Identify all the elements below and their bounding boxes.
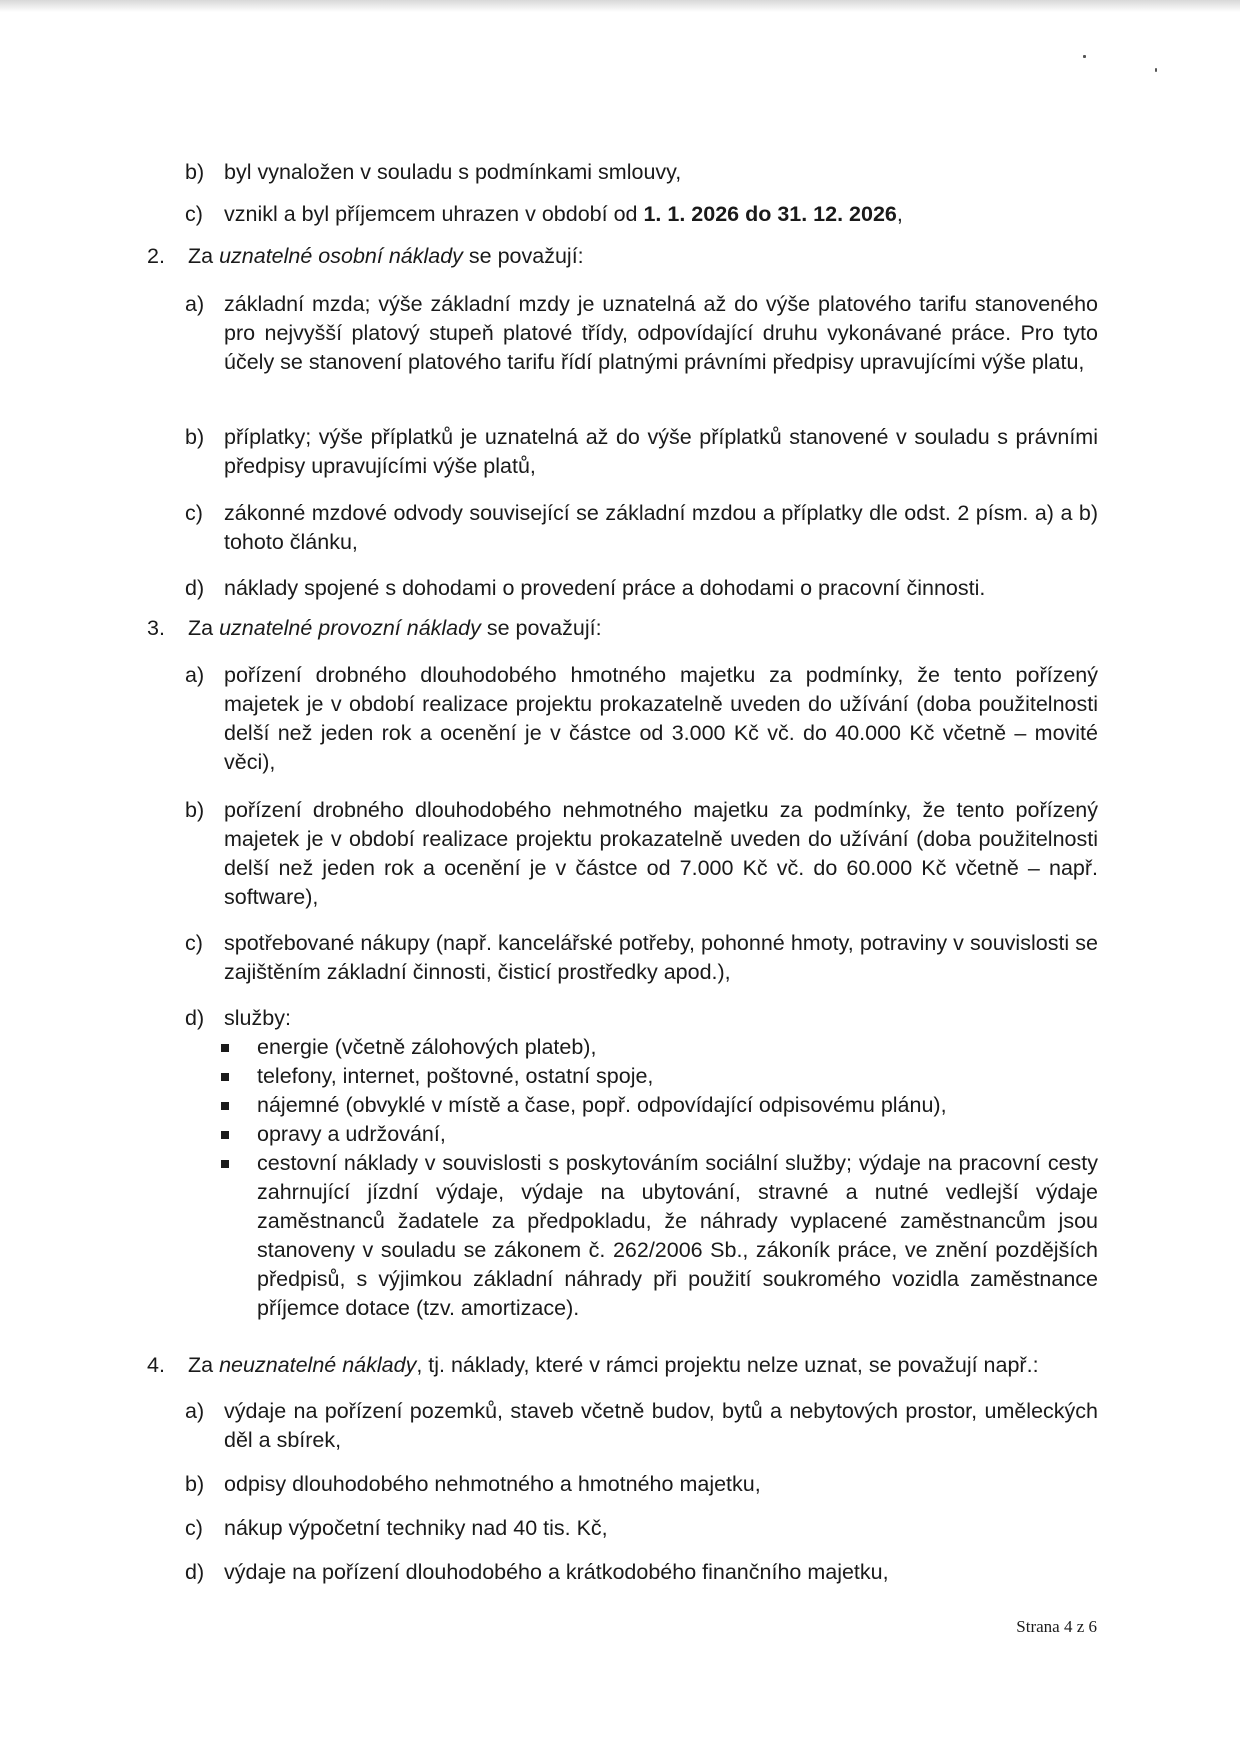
square-bullet-icon	[221, 1160, 229, 1168]
item-text: výdaje na pořízení dlouhodobého a krátkodobého finančního majetku,	[224, 1560, 889, 1584]
item-text: nákup výpočetní techniky nad 40 tis. Kč,	[224, 1516, 608, 1540]
item-text: spotřebované nákupy (např. kancelářské potřeby, pohonné hmoty, potraviny v souvislosti se zajištěním základní činnosti, čisticí prostředky apod.),	[224, 931, 1098, 984]
item-label: d)	[185, 1560, 205, 1584]
item-text	[224, 200, 1098, 229]
section-number: 2.	[147, 244, 165, 268]
item-text: základní mzda; výše základní mzdy je uznatelná až do výše platového tarifu stanoveného pro nejvyšší platový stupeň platové třídy, odpovídající druhu vykonávané práce. Pro tyto účely se stanovení platového tarifu řídí platnými právními předpisy upravujícími výše platu,	[224, 292, 1098, 374]
heading-term: uznatelné provozní náklady	[219, 616, 481, 640]
item-text: příplatky; výše příplatků je uznatelná až do výše příplatků stanovené v souladu s právními předpisy upravujícími výše platů,	[224, 425, 1098, 478]
heading-part: Za	[188, 244, 220, 268]
bullet-text: cestovní náklady v souvislosti s poskytováním sociální služby; výdaje na pracovní cesty zahrnující jízdní výdaje, výdaje na ubytování, stravné a nutné vedlejší výdaje zaměstnanců žadatele za předpokladu, že náhrady vyplacené zaměstnancům jsou stanoveny v souladu se zákonem č. 262/2006 Sb., zákoník práce, ve znění pozdějších předpisů, s výjimkou základní náhrady při použití soukromého vozidla zaměstnance příjemce dotace (tzv. amortizace).	[257, 1151, 1098, 1320]
heading-part: Za	[188, 616, 220, 640]
item-text: náklady spojené s dohodami o provedení práce a dohodami o pracovní činnosti.	[224, 576, 986, 600]
bullet-text: telefony, internet, poštovné, ostatní spoje,	[257, 1064, 654, 1088]
item-text: služby:	[224, 1006, 291, 1030]
square-bullet-icon	[221, 1073, 229, 1081]
square-bullet-icon	[221, 1131, 229, 1139]
item-text: byl vynaložen v souladu s podmínkami smlouvy,	[224, 160, 682, 184]
item-label: c)	[185, 202, 203, 226]
item-label: c)	[185, 1516, 203, 1540]
section-title	[188, 614, 1098, 643]
item-text-part: ,	[896, 202, 903, 226]
square-bullet-icon	[221, 1044, 229, 1052]
section-title	[188, 242, 1098, 271]
item-text: zákonné mzdové odvody související se základní mzdou a příplatky dle odst. 2 písm. a) a b) tohoto článku,	[224, 501, 1098, 554]
item-text: pořízení drobného dlouhodobého nehmotného majetku za podmínky, že tento pořízený majetek je v období realizace projektu prokazatelně uveden do užívání (doba použitelnosti delší než jeden rok a ocenění je v částce od 7.000 Kč vč. do 60.000 Kč včetně – např. software),	[224, 798, 1098, 909]
item-text: pořízení drobného dlouhodobého hmotného majetku za podmínky, že tento pořízený majetek je v období realizace projektu prokazatelně uveden do užívání (doba použitelnosti delší než jeden rok a ocenění je v částce od 3.000 Kč vč. do 40.000 Kč včetně – movité věci),	[224, 663, 1098, 774]
item-label: b)	[185, 798, 205, 822]
heading-part: Za	[188, 1353, 220, 1377]
item-label: b)	[185, 425, 205, 449]
item-text: odpisy dlouhodobého nehmotného a hmotného majetku,	[224, 1472, 761, 1496]
item-label: c)	[185, 931, 203, 955]
bullet-text: opravy a udržování,	[257, 1122, 446, 1146]
item-label: c)	[185, 501, 203, 525]
heading-part: se považují:	[462, 244, 584, 268]
item-label: b)	[185, 160, 205, 184]
item-text: výdaje na pořízení pozemků, staveb včetně budov, bytů a nebytových prostor, uměleckých děl a sbírek,	[224, 1399, 1098, 1452]
item-label: b)	[185, 1472, 205, 1496]
heading-part: , tj. náklady, které v rámci projektu nelze uznat, se považují např.:	[416, 1353, 1039, 1377]
bullet-text: energie (včetně zálohových plateb),	[257, 1035, 597, 1059]
section-number: 4.	[147, 1353, 165, 1377]
heading-part: se považují:	[480, 616, 602, 640]
section-number: 3.	[147, 616, 165, 640]
item-label: a)	[185, 292, 205, 316]
square-bullet-icon	[221, 1102, 229, 1110]
heading-term: neuznatelné náklady	[219, 1353, 417, 1377]
item-label: d)	[185, 1006, 205, 1030]
heading-term: uznatelné osobní náklady	[219, 244, 463, 268]
period-dates: 1. 1. 2026 do 31. 12. 2026	[643, 202, 897, 226]
item-label: a)	[185, 1399, 205, 1423]
page-number: Strana 4 z 6	[1016, 1617, 1097, 1636]
section-title	[188, 1351, 1098, 1380]
item-text-part: vznikl a byl příjemcem uhrazen v období od	[224, 202, 644, 226]
item-label: a)	[185, 663, 205, 687]
item-label: d)	[185, 576, 205, 600]
bullet-text: nájemné (obvyklé v místě a čase, popř. odpovídající odpisovému plánu),	[257, 1093, 947, 1117]
